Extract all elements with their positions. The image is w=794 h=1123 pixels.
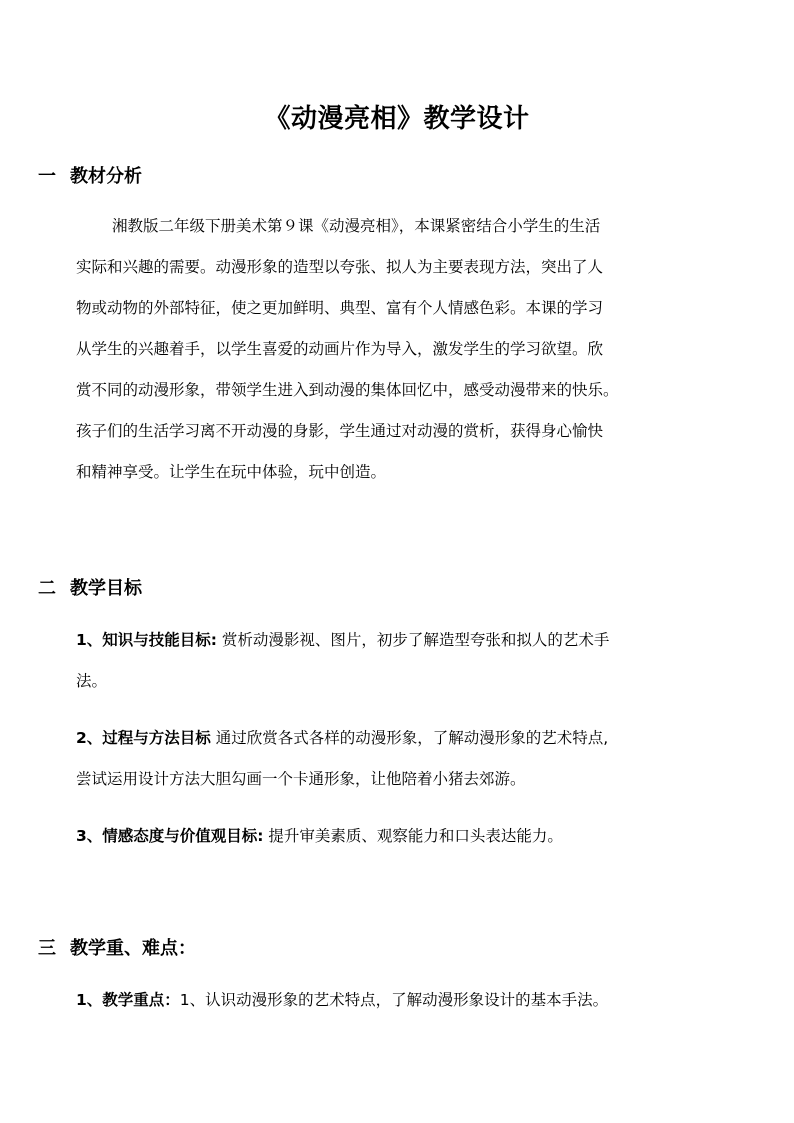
- objective-item-1-continued: 法。: [76, 672, 108, 690]
- objective-text: 通过欣赏各式各样的动漫形象，了解动漫形象的艺术特点,: [210, 729, 609, 747]
- key-point-text: 1、认识动漫形象的艺术特点，了解动漫形象设计的基本手法。: [179, 991, 609, 1009]
- objective-item-3: [76, 816, 726, 857]
- paragraph-line: 实际和兴趣的需要。动漫形象的造型以夸张、拟人为主要表现方法，突出了人: [76, 258, 604, 276]
- section-title: 教学目标: [70, 578, 142, 599]
- paragraph-line: 孩子们的生活学习离不开动漫的身影，学生通过对动漫的赏析，获得身心愉快: [76, 422, 604, 440]
- objective-label: 3、情感态度与价值观目标:: [76, 827, 264, 845]
- section-title: 教材分析: [70, 166, 142, 187]
- objective-text: 提升审美素质、观察能力和口头表达能力。: [263, 827, 563, 845]
- key-point-label: 1、教学重点：: [76, 991, 180, 1009]
- objective-label: 1、知识与技能目标:: [76, 631, 217, 649]
- paragraph-line: 和精神享受。让学生在玩中体验，玩中创造。: [76, 463, 387, 481]
- objective-label: 2、过程与方法目标: [76, 729, 211, 747]
- section-title: 教学重、难点：: [70, 938, 196, 959]
- section-number: 二: [38, 578, 56, 599]
- objective-item-2-continued: 尝试运用设计方法大胆勾画一个卡通形象，让他陪着小猪去郊游。: [76, 770, 526, 788]
- objective-item-2: [76, 718, 726, 759]
- section-heading-3: [38, 934, 196, 960]
- section-heading-1: [38, 162, 142, 188]
- section-heading-2: [38, 574, 142, 600]
- paragraph-line: 赏不同的动漫形象，带领学生进入到动漫的集体回忆中，感受动漫带来的快乐。: [76, 381, 619, 399]
- section-number: 一: [38, 166, 56, 187]
- document-title: 《动漫亮相》教学设计: [264, 104, 530, 134]
- paragraph-line: 物或动物的外部特征，使之更加鲜明、典型、富有个人情感色彩。本课的学习: [76, 299, 604, 317]
- key-point-item-1: [76, 980, 726, 1021]
- paragraph-line: 从学生的兴趣着手，以学生喜爱的动画片作为导入，激发学生的学习欲望。欣: [76, 340, 604, 358]
- section-number: 三: [38, 938, 56, 959]
- objective-text: 赏析动漫影视、图片，初步了解造型夸张和拟人的艺术手: [216, 631, 610, 649]
- paragraph-line: 湘教版二年级下册美术第９课《动漫亮相》，本课紧密结合小学生的生活: [112, 217, 601, 235]
- objective-item-1: [76, 620, 726, 661]
